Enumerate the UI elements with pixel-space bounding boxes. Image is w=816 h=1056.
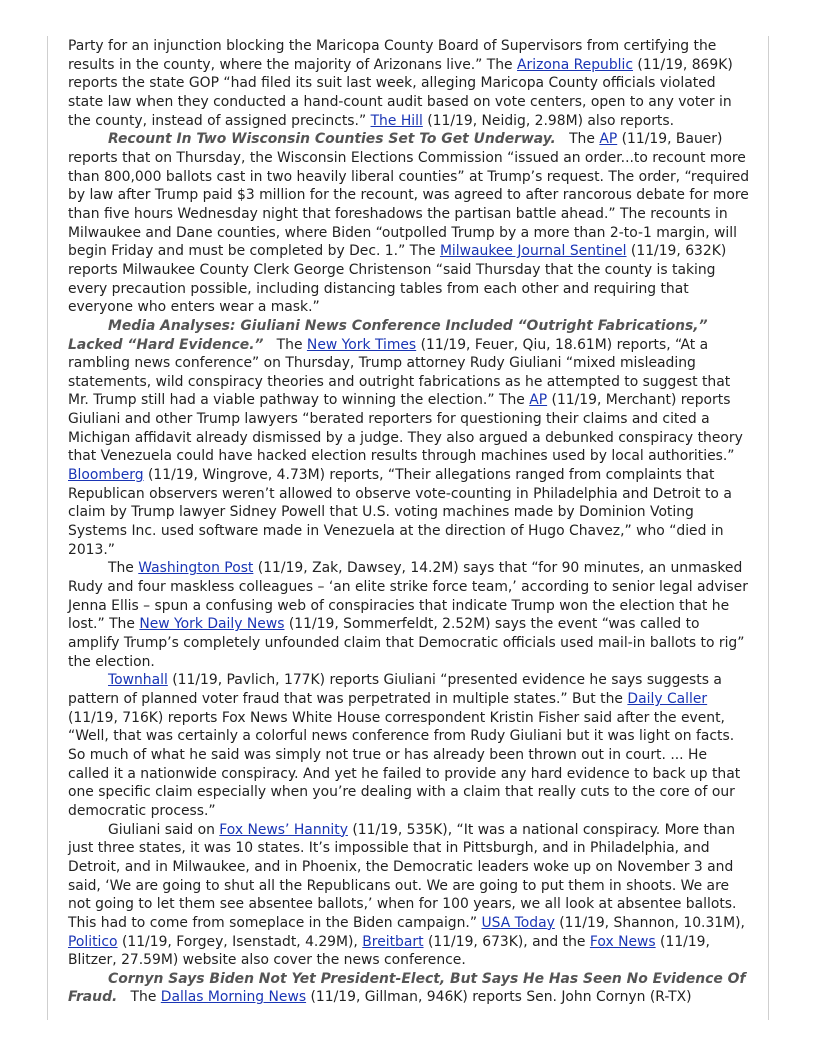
link-usa-today[interactable]: USA Today [481, 914, 555, 931]
headline-wisconsin-recount: Recount In Two Wisconsin Counties Set To Get Underway. [108, 131, 556, 148]
paragraph-washington-post: The Washington Post (11/19, Zak, Dawsey, 14.2M) says that “for 90 minutes, an unmasked Rudy and four maskless colleagues – ‘an elite strike force team,’ according to senior legal adviser Jenna Ellis – spun a confusing web of conspiracies that indicate Trump won the election that he lost.” The New York Daily News (11/19, Sommerfeldt, 2.52M) says the event “was called to amplify Trump’s completely unfounded claim that Democratic officials used mail-in ballots to rig” the election. [68, 560, 748, 670]
headline-giuliani-media-analyses: Media Analyses: Giuliani News Conference Included “Outright Fabrications,” Lacked “Hard Evidence.” [68, 317, 708, 353]
link-washington-post[interactable]: Washington Post [138, 560, 254, 577]
paragraph-hannity: Giuliani said on Fox News’ Hannity (11/19, 535K), “It was a national conspiracy. More than just three states, it was 10 states. It’s impossible that in Pittsburgh, and in Philadelphia, and Detroit, and in Milwaukee, and in Phoenix, the Democratic leaders woke up on November 3 and said, ‘We are going to shut all the Republicans out. We are going to put them in shoots. We are not going to let them see absentee ballots,’ when for 100 years, we all look at absentee ballots. This had to come from someplace in the Biden campaign.” USA Today (11/19, Shannon, 10.31M), Politico (11/19, Forgey, Isenstadt, 4.29M), Breitbart (11/19, 673K), and the Fox News (11/19, Blitzer, 27.59M) website also cover the news conference. [68, 821, 745, 969]
right-margin-rule [768, 36, 769, 1020]
link-ap[interactable]: AP [529, 392, 548, 409]
link-new-york-daily-news[interactable]: New York Daily News [139, 616, 285, 633]
link-dallas-morning-news[interactable]: Dallas Morning News [160, 989, 307, 1006]
paragraph-cornyn: Cornyn Says Biden Not Yet President-Elect, But Says He Has Seen No Evidence Of Fraud. The Dallas Morning News (11/19, Gillman, 946K) reports Sen. John Cornyn (R-TX) [68, 970, 746, 1006]
paragraph-arizona-suit: Party for an injunction blocking the Maricopa County Board of Supervisors from certifying the results in the county, where the majority of Arizonans live.” The Arizona Republic (11/19, 869K) reports the state GOP “had filed its suit last week, alleging Maricopa County officials violated state law when they conducted a hand-count audit based on vote centers, open to any voter in the county, instead of assigned precincts.” The Hill (11/19, Neidig, 2.98M) also reports. [68, 38, 733, 129]
link-fox-news[interactable]: Fox News [589, 933, 656, 950]
document-page [68, 37, 750, 1007]
left-margin-rule [47, 36, 48, 1020]
paragraph-wisconsin-recount: Recount In Two Wisconsin Counties Set To Get Underway. The AP (11/19, Bauer) reports that on Thursday, the Wisconsin Elections Commission “issued an order...to recount more than 800,000 ballots cast in two heavily liberal counties” at Trump’s request. The order, “required by law after Trump paid $3 million for the recount, was agreed to after rancorous debate for more than five hours Wednesday night that foreshadows the partisan battle ahead.” The recounts in Milwaukee and Dane counties, where Biden “outpolled Trump by a more than 2-to-1 margin, will begin Friday and must be completed by Dec. 1.” The Milwaukee Journal Sentinel (11/19, 632K) reports Milwaukee County Clerk George Christenson “said Thursday that the county is taking every precaution possible, including distancing tables from each other and requiring that everyone who enters wear a mask.” [68, 131, 750, 316]
link-townhall[interactable]: Townhall [108, 672, 168, 689]
link-fox-news-hannity[interactable]: Fox News’ Hannity [219, 821, 348, 838]
paragraph-townhall: Townhall (11/19, Pavlich, 177K) reports Giuliani “presented evidence he says suggests a pattern of planned voter fraud that was perpetrated in multiple states.” But the Daily Caller (11/19, 716K) reports Fox News White House correspondent Kristin Fisher said after the event, “Well, that was certainly a colorful news conference from Rudy Giuliani but it was light on facts. So much of what he said was simply not true or has already been thrown out in court. ... He called it a nationwide conspiracy. And yet he failed to provide any hard evidence to back up that one specific claim especially when you’re dealing with a claim that really cuts to the core of our democratic process.” [68, 672, 741, 819]
link-arizona-republic[interactable]: Arizona Republic [517, 56, 633, 73]
link-politico[interactable]: Politico [68, 933, 118, 950]
headline-cornyn: Cornyn Says Biden Not Yet President-Elect, But Says He Has Seen No Evidence Of Fraud. [68, 970, 746, 1006]
link-the-hill[interactable]: The Hill [370, 112, 423, 129]
link-bloomberg[interactable]: Bloomberg [68, 467, 144, 484]
link-milwaukee-journal-sentinel[interactable]: Milwaukee Journal Sentinel [439, 243, 627, 260]
link-breitbart[interactable]: Breitbart [362, 933, 424, 950]
link-ap[interactable]: AP [599, 131, 618, 148]
link-daily-caller[interactable]: Daily Caller [627, 690, 708, 707]
link-new-york-times[interactable]: New York Times [306, 336, 417, 353]
paragraph-giuliani-media-analyses: Media Analyses: Giuliani News Conference Included “Outright Fabrications,” Lacked “Hard Evidence.” The New York Times (11/19, Feuer, Qiu, 18.61M) reports, “At a rambling news conference” on Thursday, Trump attorney Rudy Giuliani “mixed misleading statements, wild conspiracy theories and outright fabrications as he attempted to suggest that Mr. Trump still had a viable pathway to winning the election.” The AP (11/19, Merchant) reports Giuliani and other Trump lawyers “berated reporters for questioning their claims and cited a Michigan affidavit already dismissed by a judge. They also argued a debunked conspiracy theory that Venezuela could have hacked election results through machines used by local authorities.” Bloomberg (11/19, Wingrove, 4.73M) reports, “Their allegations ranged from complaints that Republican observers weren’t allowed to observe vote-counting in Philadelphia and Detroit to a claim by Trump lawyer Sidney Powell that U.S. voting machines made by Dominion Voting Systems Inc. used software made in Venezuela at the direction of Hugo Chavez,” who “died in 2013.” [68, 317, 743, 558]
